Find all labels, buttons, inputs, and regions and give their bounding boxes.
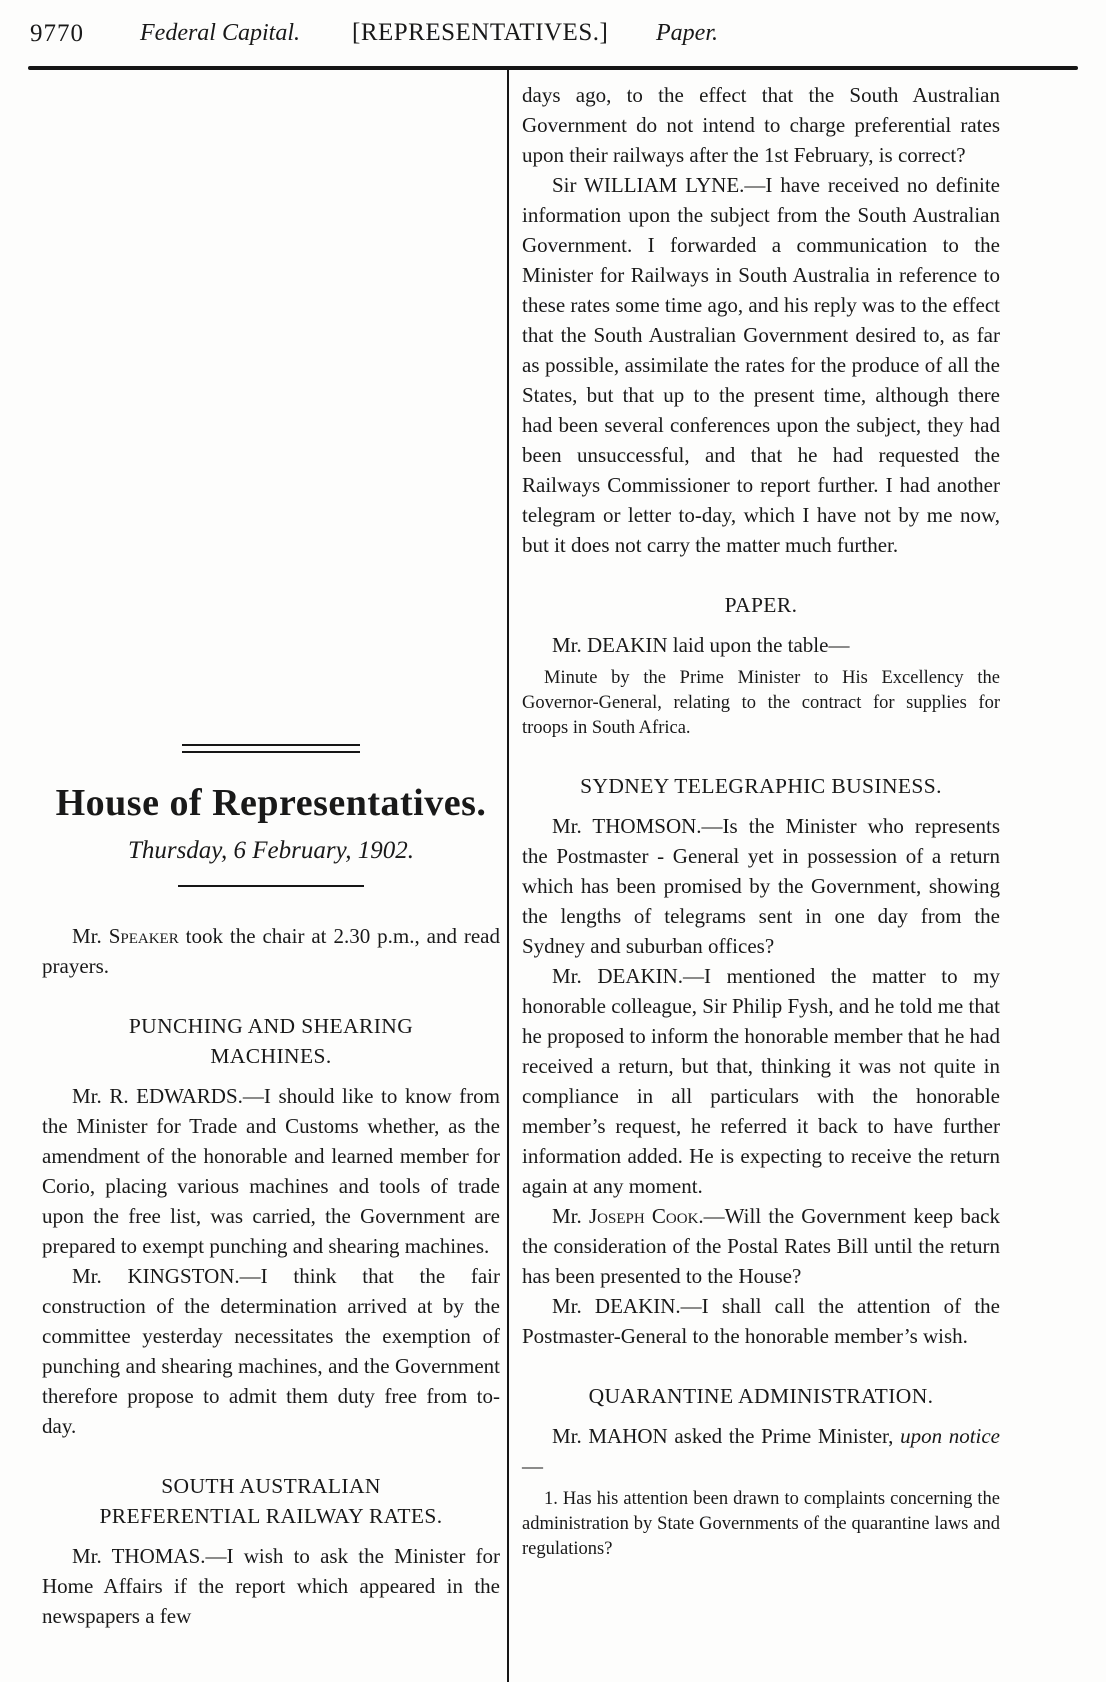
running-header [0, 0, 1106, 66]
section-heading-line: SOUTH AUSTRALIAN [161, 1474, 381, 1498]
paragraph-joseph-cook: Mr. Joseph Cook.—Will the Government keep back the consideration of the Postal Rates Bill until the return has been presented to the House? [522, 1204, 1000, 1288]
paragraph-edwards: Mr. R. EDWARDS.—I should like to know from the Minister for Trade and Customs whether, as the amendment of the honorable and learned member for Corio, placing various machines and tools of trade upon the free list, was carried, the Government are prepared to exempt punching and shearing machines. [42, 1084, 500, 1258]
paragraph-speaker-prayers: Mr. Speaker took the chair at 2.30 p.m., and read prayers. [42, 924, 500, 978]
masthead-rule [178, 885, 364, 887]
header-rule [28, 66, 1078, 70]
running-title-right: Paper. [656, 20, 718, 46]
section-heading-sa-railway-rates [42, 1471, 500, 1531]
paragraph-minute: Minute by the Prime Minister to His Excellency the Governor-General, relating to the contract for supplies for troops in South Africa. [522, 668, 1000, 738]
paragraph-continuation: days ago, to the effect that the South Australian Government do not intend to charge preferential rates upon their railways after the 1st February, is correct? [522, 83, 1000, 167]
paragraph-thomas: Mr. THOMAS.—I wish to ask the Minister for Home Affairs if the report which appeared in the newspapers a few [42, 1544, 500, 1628]
sitting-date: Thursday, 6 February, 1902. [127, 837, 415, 864]
column-divider-rule [507, 70, 509, 1682]
running-title-left: Federal Capital. [140, 20, 300, 46]
section-heading-line: MACHINES. [210, 1044, 332, 1068]
section-heading-quarantine: QUARANTINE ADMINISTRATION. [588, 1384, 934, 1408]
paragraph-mahon: Mr. MAHON asked the Prime Minister, upon notice— [522, 1424, 1001, 1478]
left-column [42, 72, 500, 1631]
page-number: 9770 [30, 20, 84, 47]
masthead-double-rule [182, 744, 360, 753]
paragraph-deakin-attention: Mr. DEAKIN.—I shall call the attention of the Postmaster-General to the honorable member’s wish. [522, 1294, 1000, 1348]
section-heading-paper: PAPER. [724, 593, 798, 617]
paragraph-thomson: Mr. THOMSON.—Is the Minister who represents the Postmaster - General yet in possession of a return which has been promised by the Government, showing the lengths of telegrams sent in one day from the Sydney and suburban offices? [522, 814, 1000, 958]
paragraph-kingston: Mr. KINGSTON.—I think that the fair construction of the determination arrived at by the committee yesterday necessitates the exemption of punching and shearing machines, and the Government therefore propose to admit them duty free from to-day. [42, 1264, 500, 1438]
section-heading-line: PUNCHING AND SHEARING [128, 1014, 414, 1038]
paragraph-deakin-table: Mr. DEAKIN laid upon the table— [552, 633, 850, 657]
running-title-center: [REPRESENTATIVES.] [352, 19, 609, 46]
masthead [42, 744, 500, 887]
section-heading-sydney-telegraphic: SYDNEY TELEGRAPHIC BUSINESS. [580, 774, 942, 798]
section-heading-line: PREFERENTIAL RAILWAY RATES. [99, 1504, 443, 1528]
section-heading-punching-machines [42, 1011, 500, 1071]
paragraph-lyne: Sir WILLIAM LYNE.—I have received no definite information upon the subject from the South Australian Government. I forwarded a communication to the Minister for Railways in South Australia in reference to these rates some time ago, and his reply was to the effect that the South Australian Government desired to, as far as possible, assimilate the rates for the produce of all the States, but that up to the present time, although there had been several conferences upon the subject, they had been unsuccessful, and that he had requested the Railways Commissioner to report further. I had another telegram or letter to-day, which I have not by me now, but it does not carry the matter much further. [522, 173, 1000, 557]
paragraph-deakin-return: Mr. DEAKIN.—I mentioned the matter to my honorable colleague, Sir Philip Fysh, and he told me that he proposed to inform the honorable member that he had received a return, but that, thinking it was not quite in compliance in all particulars with the honorable member’s request, he referred it back to have further information added. He is expecting to receive the return again at any moment. [522, 964, 1000, 1198]
paragraph-quarantine-question-1: 1. Has his attention been drawn to complaints concerning the administration by State Governments of the quarantine laws and regulations? [522, 1489, 1000, 1559]
right-column [522, 80, 1000, 1562]
masthead-title: House of Representatives. [55, 782, 487, 824]
